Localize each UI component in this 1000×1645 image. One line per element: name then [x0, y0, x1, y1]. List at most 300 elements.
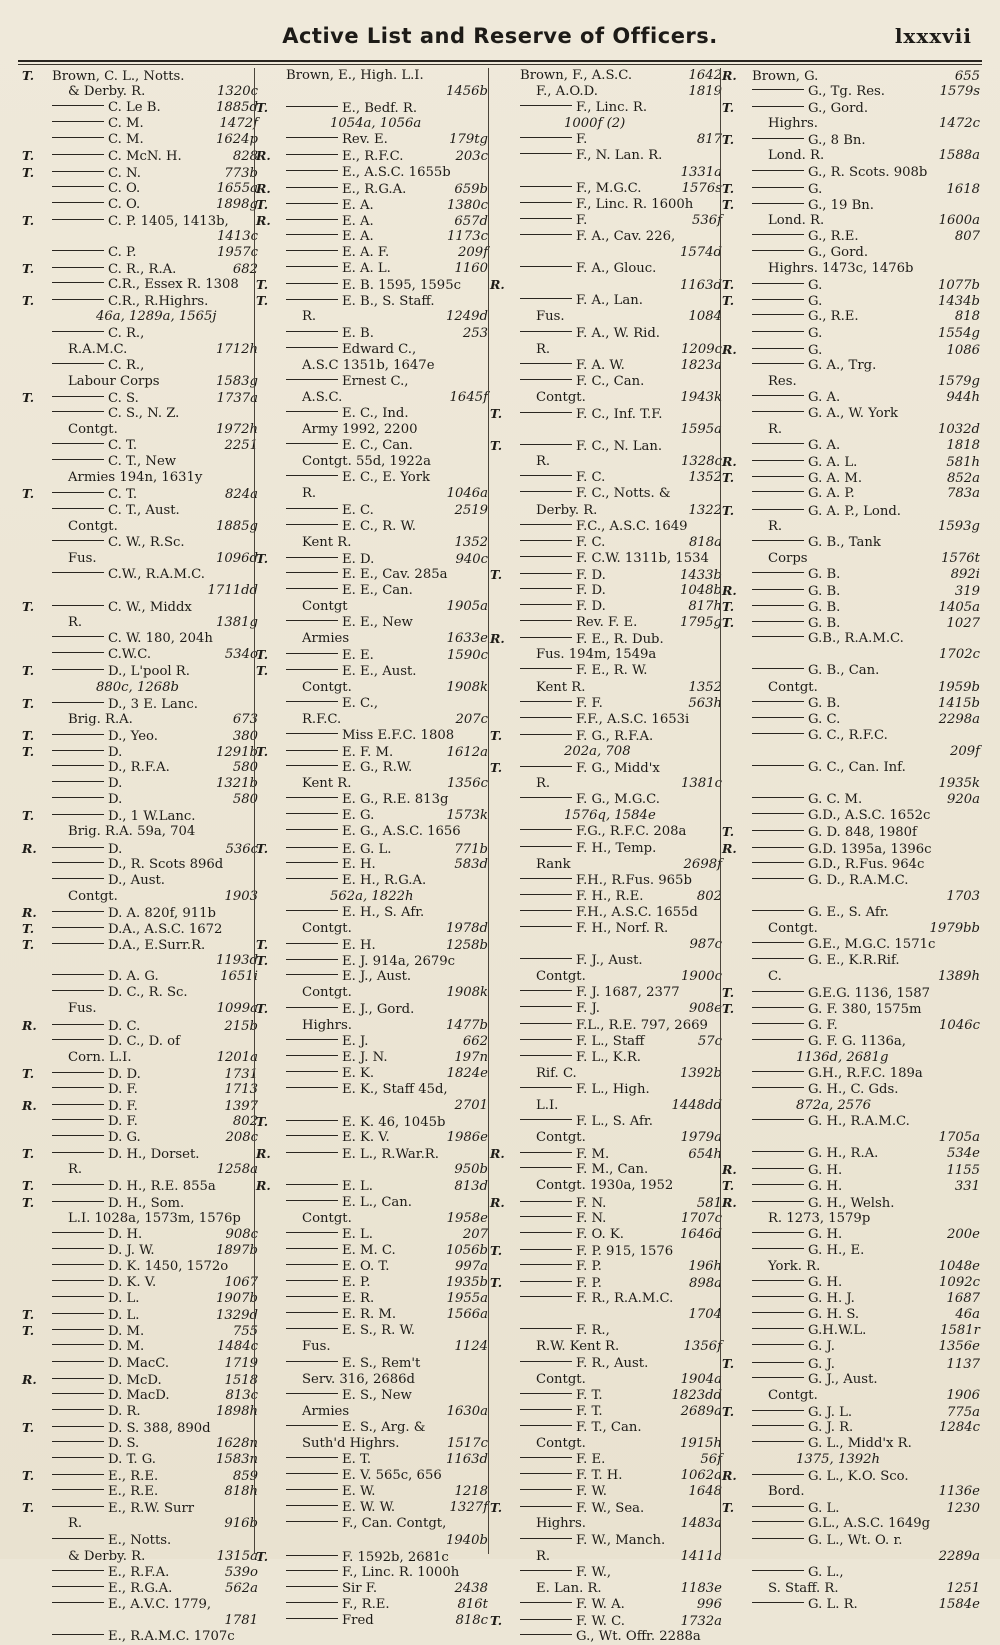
entry-row	[256, 760, 488, 776]
entry-row	[722, 422, 980, 438]
entry-text-container	[752, 600, 935, 616]
entry-text-container	[752, 455, 942, 471]
entry-reference: 1943k	[680, 389, 722, 405]
page-number: lxxxvii	[894, 24, 972, 48]
entry-text: G. H., R.A.M.C.	[808, 1114, 910, 1130]
entry-text: Contgt.	[768, 920, 818, 936]
entry-text-container	[520, 148, 718, 164]
entry-text-container	[286, 1388, 484, 1404]
entry-row	[22, 1404, 258, 1420]
entry-text: C. W. 180, 204h	[108, 631, 213, 647]
ditto-dash	[752, 509, 804, 510]
entry-row	[22, 1372, 258, 1388]
entry-row	[490, 1162, 722, 1178]
entry-row	[490, 1597, 722, 1613]
entry-text: York. R.	[768, 1258, 821, 1274]
entry-text: E. J.	[342, 1033, 369, 1049]
entry-text: G., R. Scots. 908b	[808, 164, 928, 180]
entry-text-container	[520, 905, 718, 921]
ditto-dash	[52, 1586, 104, 1587]
entry-text: D., 3 E. Lanc.	[108, 696, 198, 712]
entry-reference: 46a	[955, 1307, 980, 1323]
entry-text-container	[52, 262, 229, 278]
entry-row	[256, 1500, 488, 1516]
entry-text-container	[286, 680, 442, 696]
entry-text: E. J. 914a, 2679c	[342, 954, 456, 970]
entry-text-container	[52, 1516, 220, 1532]
ditto-dash	[52, 734, 104, 735]
entry-prefix: R.	[722, 1468, 737, 1484]
entry-reference: 2289a	[938, 1548, 980, 1564]
entry-text: E. E., Aust.	[342, 664, 417, 680]
entry-text-container	[286, 664, 484, 680]
entry-text: G. D. 848, 1980f	[808, 825, 917, 841]
entry-row	[722, 132, 980, 148]
entry-text: Contgt.	[536, 1371, 586, 1387]
entry-text-container	[52, 342, 212, 358]
entry-row	[256, 1484, 488, 1500]
entry-row	[256, 551, 488, 567]
entry-text: F. 1592b, 2681c	[342, 1549, 449, 1565]
entry-reference: 1823dd	[671, 1387, 722, 1403]
entry-reference: 2689a	[680, 1403, 722, 1419]
entry-text-container	[752, 471, 943, 487]
entry-text-container	[752, 969, 934, 985]
entry-text-container	[520, 1501, 718, 1517]
entry-row	[22, 760, 258, 776]
ditto-dash	[52, 669, 104, 670]
entry-row	[256, 486, 488, 502]
entry-text: R.	[536, 454, 551, 470]
entry-text: G. C., R.F.C.	[808, 727, 888, 743]
ditto-dash	[752, 991, 804, 992]
ditto-dash	[52, 862, 104, 863]
entry-row	[722, 438, 980, 454]
entry-row	[490, 567, 722, 583]
entry-prefix: R.	[22, 1371, 37, 1387]
entry-text-container	[52, 197, 212, 213]
entry-reference: 813c	[225, 1387, 258, 1403]
entry-text-container	[752, 1339, 935, 1355]
entry-reference: 818h	[224, 1484, 258, 1500]
entry-text: C.W., R.A.M.C.	[108, 566, 205, 582]
entry-row	[490, 519, 722, 535]
entry-reference: 203c	[455, 149, 488, 165]
entry-row	[722, 728, 980, 744]
entry-reference: 1456b	[445, 84, 488, 100]
entry-text: C. S., N. Z.	[108, 405, 180, 421]
entry-text-container	[286, 165, 484, 181]
entry-text-container	[52, 1629, 254, 1645]
entry-reference: 2438	[454, 1580, 488, 1596]
entry-text-container	[52, 358, 254, 374]
entry-text-container	[286, 132, 445, 148]
entry-row	[722, 1050, 980, 1066]
ditto-dash	[520, 379, 572, 380]
ditto-dash	[52, 1024, 104, 1025]
entry-text: F. G., M.G.C.	[576, 792, 660, 808]
entry-row	[256, 1436, 488, 1452]
entry-prefix: R.	[722, 1162, 737, 1178]
ditto-dash	[52, 1489, 104, 1490]
ditto-dash	[286, 653, 338, 654]
entry-text-container	[752, 1581, 942, 1597]
entry-prefix: T.	[490, 438, 503, 454]
entry-row	[490, 1420, 722, 1436]
entry-reference: 1472c	[939, 116, 980, 132]
ditto-dash	[52, 299, 104, 300]
entry-text-container	[520, 1629, 718, 1645]
entry-reference: 536c	[225, 841, 258, 857]
ditto-dash	[52, 1087, 104, 1088]
ditto-dash	[52, 363, 104, 364]
entry-row	[490, 1259, 722, 1275]
entry-reference: 852a	[946, 471, 980, 487]
entry-prefix: T.	[22, 920, 35, 936]
entry-text-container	[520, 309, 684, 325]
entry-row	[722, 599, 980, 615]
ditto-dash	[286, 943, 338, 944]
entry-text: D. MacD.	[108, 1387, 170, 1403]
entry-reference: 1915h	[679, 1435, 722, 1451]
entry-reference: 1329d	[215, 1308, 258, 1324]
entry-row	[22, 792, 258, 808]
ditto-dash	[52, 1457, 104, 1458]
entry-reference: 1648	[688, 1484, 722, 1500]
entry-text-container	[520, 1581, 677, 1597]
entry-row	[490, 696, 722, 712]
entry-text-container	[52, 1501, 254, 1517]
entry-text-container	[286, 631, 443, 647]
ditto-dash	[520, 1281, 572, 1282]
entry-text-container	[286, 374, 484, 390]
entry-text: F. E.	[576, 1452, 606, 1468]
ditto-dash	[520, 1006, 572, 1007]
entry-row	[490, 728, 722, 744]
entry-row	[256, 1565, 488, 1581]
ditto-dash	[52, 847, 104, 848]
entry-text: 46a, 1289a, 1565j	[96, 309, 217, 325]
entry-reference: 1258b	[445, 938, 488, 954]
entry-prefix: T.	[22, 1307, 35, 1323]
ditto-dash	[52, 1184, 104, 1185]
entry-text: C. N.	[108, 165, 141, 181]
entry-reference: 1328c	[681, 454, 722, 470]
entry-text-container	[52, 374, 212, 390]
entry-text: D. T. G.	[108, 1452, 156, 1468]
entry-prefix: R.	[490, 1194, 505, 1210]
entry-text-container	[520, 792, 718, 808]
entry-row	[22, 390, 258, 406]
entry-text: D.	[108, 776, 123, 792]
entry-text-container	[752, 358, 976, 374]
entry-prefix: R.	[256, 1146, 271, 1162]
entry-text: E. P.	[342, 1275, 371, 1291]
entry-text: E., R.E.	[108, 1484, 159, 1500]
entry-reference: 1517c	[447, 1435, 488, 1451]
entry-text: G., 19 Bn.	[808, 197, 874, 213]
entry-text: E. G., R.E. 813g	[342, 792, 449, 808]
entry-row	[256, 519, 488, 535]
entry-text-container	[752, 825, 976, 841]
entry-prefix: T.	[22, 164, 35, 180]
entry-row	[490, 647, 722, 663]
ditto-dash	[520, 1489, 572, 1490]
entry-text-container	[520, 1114, 718, 1130]
entry-text-container	[286, 1613, 451, 1629]
ditto-dash	[520, 797, 572, 798]
entry-row	[490, 390, 722, 406]
entry-text: G. B., Can.	[808, 663, 880, 679]
entry-text-container	[52, 1452, 212, 1468]
entry-text: Res.	[768, 373, 797, 389]
entry-text: F. W., Manch.	[576, 1532, 666, 1548]
entry-text-container	[52, 132, 212, 148]
entry-text-container	[286, 1211, 443, 1227]
entry-row	[490, 583, 722, 599]
entry-text: C. T., New	[108, 454, 177, 470]
entry-text-container	[286, 1259, 451, 1275]
entry-text: E. A. L.	[342, 261, 391, 277]
ditto-dash	[286, 1570, 338, 1571]
ditto-dash	[520, 412, 572, 413]
entry-text-container	[52, 969, 216, 985]
entry-text-container	[52, 1099, 220, 1115]
ditto-dash	[286, 508, 338, 509]
ditto-dash	[286, 1361, 338, 1362]
entry-text-container	[52, 1373, 220, 1389]
entry-row	[722, 486, 980, 502]
entry-text: G.H., R.F.C. 189a	[808, 1065, 923, 1081]
entry-row	[722, 148, 980, 164]
entry-row	[256, 1114, 488, 1130]
entry-text: G. J.	[808, 1356, 835, 1372]
entry-text: C.R., R.Highrs.	[108, 294, 209, 310]
entry-prefix: T.	[490, 1275, 503, 1291]
entry-row	[722, 1146, 980, 1162]
entry-row	[722, 792, 980, 808]
entry-reference: 1583n	[215, 1452, 258, 1468]
entry-row	[490, 599, 722, 615]
entry-row	[490, 1034, 722, 1050]
entry-reference: 2698f	[683, 856, 722, 872]
ditto-dash	[52, 1264, 104, 1265]
entry-text-container	[520, 824, 718, 840]
entry-text: E., Bedf. R.	[342, 101, 418, 117]
entry-row	[22, 1114, 258, 1130]
entry-text: G. L.,	[808, 1564, 844, 1580]
entry-reference: 987c	[689, 937, 722, 953]
ditto-dash	[520, 444, 572, 445]
entry-reference: 783a	[946, 486, 980, 502]
entry-text-container	[520, 551, 718, 567]
entry-reference: 539o	[224, 1564, 258, 1580]
column-divider	[720, 68, 721, 1554]
ditto-dash	[520, 1393, 572, 1394]
entry-reference: 2251	[224, 438, 258, 454]
ditto-dash	[752, 1425, 804, 1426]
entry-row	[722, 116, 980, 132]
entry-prefix: T.	[722, 470, 735, 486]
ditto-dash	[520, 846, 572, 847]
entry-prefix: T.	[256, 1548, 269, 1564]
ditto-dash	[286, 203, 338, 204]
entry-text-container	[520, 132, 693, 148]
entry-text: D. L.	[108, 1291, 140, 1307]
entry-text: S. Staff. R.	[768, 1580, 839, 1596]
entry-reference: 1218	[454, 1484, 488, 1500]
entry-text-container	[52, 1436, 212, 1452]
entry-row	[722, 1307, 980, 1323]
ditto-dash	[286, 411, 338, 412]
ditto-dash	[520, 1538, 572, 1539]
entry-reference: 1904a	[680, 1371, 722, 1387]
entry-text: D.	[108, 744, 123, 760]
entry-text: F. A., Lan.	[576, 293, 643, 309]
ditto-dash	[286, 1328, 338, 1329]
entry-text: C.	[768, 969, 782, 985]
entry-row	[722, 760, 980, 776]
entry-row	[22, 1533, 258, 1549]
ditto-dash	[752, 1184, 804, 1185]
entry-text: G. H.	[808, 1226, 843, 1242]
entry-reference: 1905a	[446, 599, 488, 615]
entry-text-container	[52, 116, 216, 132]
entry-row	[722, 776, 980, 792]
entry-row	[490, 1001, 722, 1017]
entry-row	[256, 841, 488, 857]
entry-text-container	[752, 182, 942, 198]
entry-text-container	[52, 1484, 220, 1500]
ditto-dash	[52, 121, 104, 122]
entry-text: G. B.	[808, 695, 841, 711]
entry-text: F. A., W. Rid.	[576, 325, 660, 341]
entry-reference: 1356f	[683, 1339, 722, 1355]
entry-row	[490, 905, 722, 921]
entry-prefix: T.	[256, 743, 269, 759]
entry-text: D., R. Scots 896d	[108, 856, 224, 872]
page-title: Active List and Reserve of Officers.	[282, 24, 718, 48]
entry-text: Lond. R.	[768, 148, 825, 164]
entry-reference: 1137	[946, 1356, 980, 1372]
entry-row	[490, 1291, 722, 1307]
entry-text-container	[752, 905, 976, 921]
entry-row	[722, 326, 980, 342]
ditto-dash	[752, 862, 804, 863]
ditto-dash	[286, 829, 338, 830]
entry-row	[22, 1001, 258, 1017]
entry-text-container	[520, 680, 684, 696]
entry-text: Brig. R.A.	[68, 711, 133, 727]
entry-text: D. J. W.	[108, 1242, 155, 1258]
entry-row	[22, 1227, 258, 1243]
entry-row	[722, 1452, 980, 1468]
entry-prefix: T.	[722, 1001, 735, 1017]
entry-reference: 1067	[224, 1275, 258, 1291]
entry-text: E. K. 46, 1045b	[342, 1115, 446, 1131]
entry-reference: 828	[232, 149, 258, 165]
entry-prefix: T.	[22, 261, 35, 277]
entry-reference: 657d	[454, 213, 488, 229]
ditto-dash	[520, 331, 572, 332]
entry-row	[22, 213, 258, 229]
entry-text: Kent R.	[302, 534, 352, 550]
entry-prefix: R.	[22, 904, 37, 920]
entry-row	[722, 1339, 980, 1355]
ditto-dash	[52, 1135, 104, 1136]
entry-text: R.	[302, 309, 317, 325]
entry-text-container	[520, 632, 718, 648]
entry-row	[22, 422, 258, 438]
entry-text-container	[286, 486, 443, 502]
entry-text: R. 1273, 1579p	[768, 1210, 871, 1226]
entry-text-container	[52, 1130, 221, 1146]
entry-reference: 755	[232, 1324, 258, 1340]
entry-text: G. L., Wt. O. r.	[808, 1532, 903, 1548]
entry-row	[722, 181, 980, 197]
entry-row	[256, 599, 488, 615]
entry-row	[256, 309, 488, 325]
entry-text-container	[752, 1179, 951, 1195]
entry-text-container	[286, 309, 442, 325]
entry-text: G.D., A.S.C. 1652c	[808, 808, 931, 824]
entry-text-container	[752, 406, 976, 422]
ditto-dash	[752, 1168, 804, 1169]
entry-text: E. L., R.War.R.	[342, 1147, 439, 1163]
entry-row	[256, 1098, 488, 1114]
entry-text: G.	[808, 342, 823, 358]
ditto-dash	[52, 443, 104, 444]
entry-text-container	[520, 729, 718, 745]
ditto-dash	[520, 186, 572, 187]
entry-reference: 1405a	[938, 600, 980, 616]
ditto-dash	[520, 1152, 572, 1153]
entry-text-container	[520, 969, 677, 985]
entry-text: Contgt.	[302, 1210, 352, 1226]
entry-text: G. H. S.	[808, 1307, 860, 1323]
ditto-dash	[752, 797, 804, 798]
entry-reference: 1046a	[446, 486, 488, 502]
ditto-dash	[520, 766, 572, 767]
entry-text-container	[286, 1356, 484, 1372]
ditto-dash	[752, 443, 804, 444]
entry-row	[722, 245, 980, 261]
entry-text: C. S.	[108, 390, 139, 406]
entry-text-container	[520, 1050, 718, 1066]
entry-text-container	[286, 261, 450, 277]
entry-text: D., R.F.A.	[108, 760, 170, 776]
ditto-dash	[52, 1344, 104, 1345]
entry-text: G.D. 1395a, 1396c	[808, 841, 932, 857]
entry-reference: 1702c	[939, 647, 980, 663]
entry-row	[22, 358, 258, 374]
entry-text: E. F. M.	[342, 744, 394, 760]
ditto-dash	[286, 1280, 338, 1281]
ditto-dash	[286, 733, 338, 734]
ditto-dash	[52, 572, 104, 573]
entry-prefix: T.	[490, 566, 503, 582]
entry-row	[722, 631, 980, 647]
ditto-dash	[52, 911, 104, 912]
entry-prefix: T.	[22, 663, 35, 679]
entry-reference: 1719	[224, 1355, 258, 1371]
entry-reference: 1687	[946, 1291, 980, 1307]
entry-text: E., R.F.A.	[108, 1564, 170, 1580]
entry-text-container	[52, 600, 254, 616]
entry-reference: 950b	[454, 1162, 488, 1178]
entry-text: G. L., K.O. Sco.	[808, 1469, 909, 1485]
ditto-dash	[52, 396, 104, 397]
